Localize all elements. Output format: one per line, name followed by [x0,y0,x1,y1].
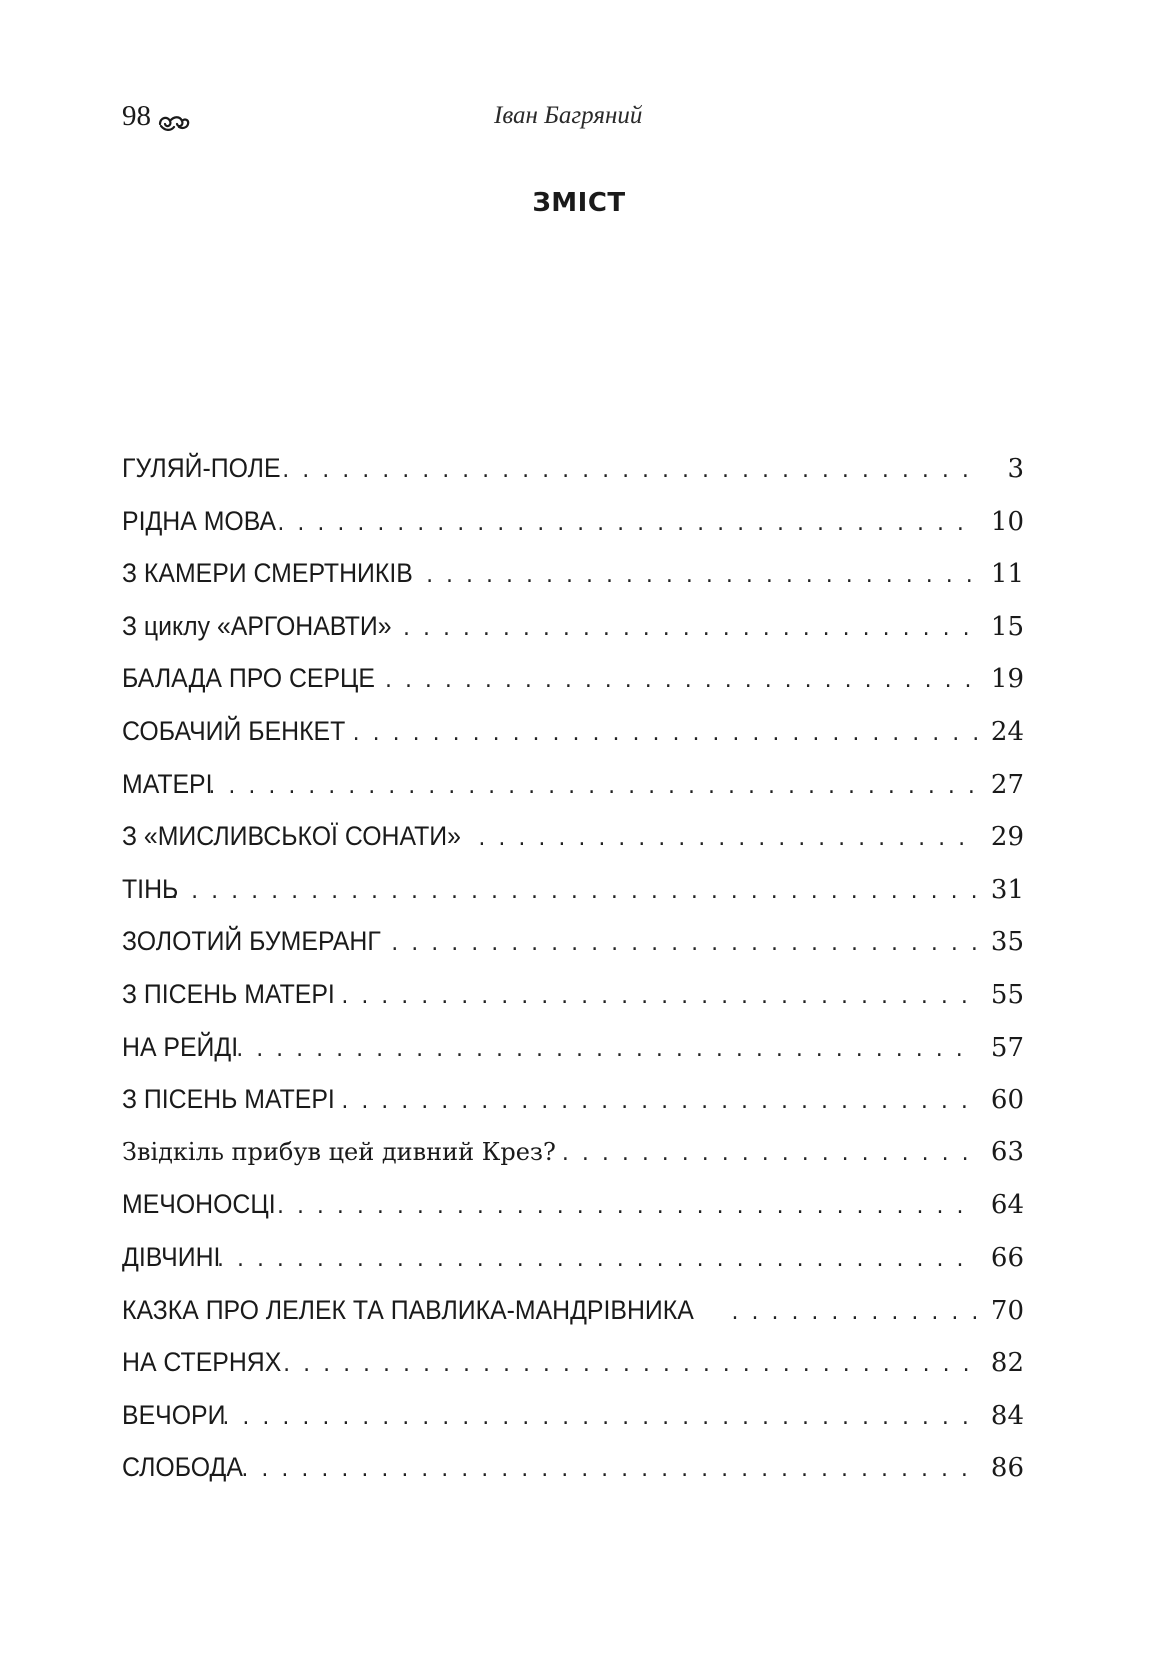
dot-leader [282,451,978,491]
dot-leader [562,1134,978,1174]
toc-entry-title: З ПІСЕНЬ МАТЕРІ [122,1084,335,1115]
toc-entry-page: 86 [990,1453,1024,1484]
running-title: Іван Багряний [494,102,643,129]
toc-entry-title: МАТЕРІ [122,768,213,799]
toc-entry-page: 64 [990,1190,1024,1221]
toc-entry[interactable] [122,711,1024,764]
toc-entry-title: КАЗКА ПРО ЛЕЛЕК ТА ПАВЛИКА-МАНДРІВНИКА [122,1294,694,1325]
toc-entry[interactable] [122,1184,1024,1237]
dot-leader [277,504,978,544]
toc-entry-title: ВЕЧОРИ [122,1399,226,1430]
dot-leader [241,1450,978,1490]
toc-entry-title: СОБАЧИЙ БЕНКЕТ [122,715,346,746]
toc-entry[interactable] [122,1027,1024,1080]
dot-leader [385,661,978,701]
toc-entry-title: З ПІСЕНЬ МАТЕРІ [122,978,335,1009]
toc-entry-title: РІДНА МОВА [122,505,277,536]
toc-entry[interactable] [122,1342,1024,1395]
toc-entry-page: 15 [990,611,1024,642]
toc-title: ЗМІСТ [532,188,626,218]
toc-entry-title: ЗОЛОТИЙ БУМЕРАНГ [122,926,381,957]
dot-leader [426,556,978,596]
toc-entry-title: ДІВЧИНІ [122,1241,221,1272]
toc-entry-page: 11 [990,559,1024,590]
scroll-ornament-icon [157,105,191,127]
toc-entry-title: СЛОБОДА [122,1452,243,1483]
toc-entry[interactable] [122,974,1024,1027]
page-number: 98 [122,100,151,132]
toc-entry[interactable] [122,1132,1024,1185]
toc-entry-page: 3 [1007,454,1024,484]
toc-entry-page: 63 [990,1136,1024,1167]
toc-entry-title: НА СТЕРНЯХ [122,1347,282,1378]
toc-entry-page: 57 [990,1032,1024,1063]
toc-entry[interactable] [122,1079,1024,1132]
toc-entry[interactable] [122,658,1024,711]
page-header [122,96,1022,140]
toc-entry[interactable] [122,921,1024,974]
toc-entry[interactable] [122,1447,1024,1500]
toc-entry[interactable] [122,501,1024,554]
toc-entry-page: 70 [990,1295,1024,1326]
toc-entry-page: 10 [990,506,1024,537]
toc-entry[interactable] [122,869,1024,922]
toc-entry-page: 60 [990,1085,1024,1116]
dot-leader [236,1030,978,1070]
toc-entry-title: НА РЕЙДІ [122,1031,239,1062]
toc-entry-page: 35 [990,927,1024,958]
toc-entry-page: 31 [990,874,1024,905]
toc-entry[interactable] [122,448,1024,501]
toc-entry-title: З КАМЕРИ СМЕРТНИКІВ [122,558,413,589]
toc-entry-title: З «МИСЛИВСЬКОЇ СОНАТИ» [122,821,461,852]
dot-leader [277,1187,978,1227]
toc-entry-title: ГУЛЯЙ-ПОЛЕ [122,453,281,483]
dot-leader [222,1398,978,1438]
dot-leader [353,714,978,754]
dot-leader [403,609,978,649]
dot-leader [731,1293,978,1333]
dot-leader [341,1082,978,1122]
toc-entry-title: Звідкіль прибув цей дивний Крез? [122,1137,556,1166]
table-of-contents [122,448,1024,1500]
dot-leader [391,924,978,964]
toc-entry-title: З циклу «АРГОНАВТИ» [122,610,392,641]
toc-entry-page: 55 [990,979,1024,1010]
dot-leader [217,1240,978,1280]
toc-entry-title: ТІНЬ [122,873,179,904]
toc-entry[interactable] [122,1290,1024,1343]
page-number-block [122,96,191,136]
toc-entry-page: 82 [990,1348,1024,1379]
dot-leader [478,819,978,859]
dot-leader [341,977,978,1017]
toc-entry[interactable] [122,553,1024,606]
toc-entry-title: МЕЧОНОСЦІ [122,1189,276,1220]
dot-leader [208,767,978,807]
toc-entry[interactable] [122,606,1024,659]
toc-entry[interactable] [122,1395,1024,1448]
toc-entry-page: 84 [990,1400,1024,1431]
toc-entry[interactable] [122,816,1024,869]
toc-entry-title: БАЛАДА ПРО СЕРЦЕ [122,663,375,694]
toc-entry[interactable] [122,1237,1024,1290]
toc-entry-page: 66 [990,1242,1024,1273]
dot-leader [171,872,978,912]
toc-entry-page: 29 [990,822,1024,853]
toc-entry-page: 27 [990,769,1024,800]
dot-leader [283,1345,978,1385]
toc-entry-page: 19 [990,664,1024,695]
toc-entry[interactable] [122,764,1024,817]
toc-entry-page: 24 [990,716,1024,747]
